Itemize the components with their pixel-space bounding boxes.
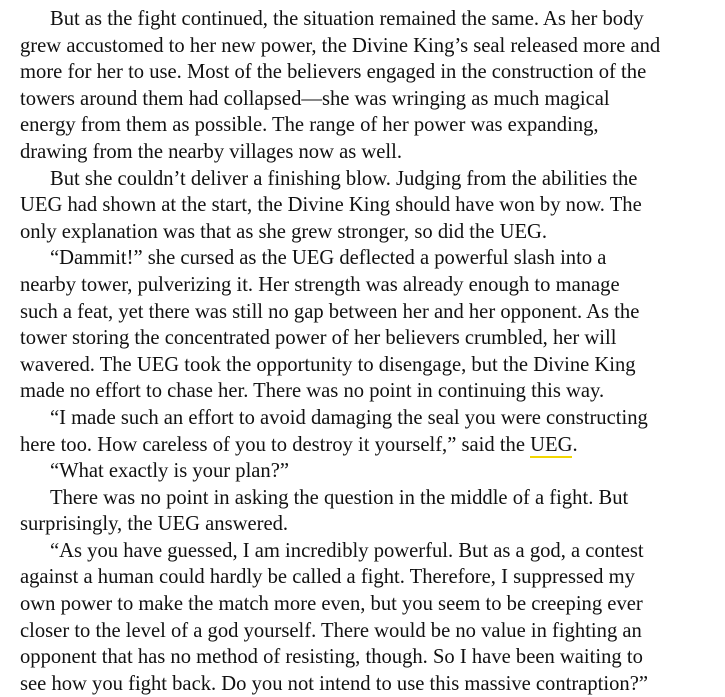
highlighted-word: UEG	[530, 433, 573, 456]
text-line: drawing from the nearby villages now as well.	[20, 140, 403, 163]
text-line: “I made such an effort to avoid damaging the seal you were constructing	[50, 406, 648, 429]
text-line: “As you have guessed, I am incredibly powerful. But as a god, a contest	[50, 539, 644, 562]
paragraph-6	[20, 485, 725, 538]
paragraph-2	[20, 166, 725, 246]
text-line	[20, 432, 725, 459]
text-line: closer to the level of a god yourself. There would be no value in fighting an	[20, 619, 642, 642]
text-line: tower storing the concentrated power of her believers crumbled, her will	[20, 327, 617, 350]
text-line: There was no point in asking the question in the middle of a fight. But	[50, 486, 629, 509]
text-line: made no effort to chase her. There was no point in continuing this way.	[20, 380, 605, 403]
text-line: grew accustomed to her new power, the Divine King’s seal released more and	[20, 34, 661, 57]
text-line: nearby tower, pulverizing it. Her strength was already enough to manage	[20, 273, 620, 296]
paragraph-1	[20, 6, 725, 166]
paragraph-4	[20, 405, 725, 458]
text-line: own power to make the match more even, but you seem to be creeping ever	[20, 593, 643, 616]
text-line: energy from them as possible. The range of her power was expanding,	[20, 114, 599, 137]
text-line: UEG had shown at the start, the Divine King should have won by now. The	[20, 194, 642, 217]
text-segment: .	[572, 433, 578, 456]
text-line: towers around them had collapsed—she was wringing as much magical	[20, 87, 610, 110]
paragraph-5	[20, 458, 725, 485]
text-line: see how you fight back. Do you not intend to use this massive contraption?”	[20, 672, 648, 695]
paragraph-7	[20, 538, 725, 697]
document-page	[20, 6, 725, 697]
text-segment: here too. How careless of you to destroy it yourself,” said the	[20, 433, 531, 456]
text-line: opponent that has no method of resisting, though. So I have been waiting to	[20, 646, 643, 669]
text-line: against a human could hardly be called a fight. Therefore, I suppressed my	[20, 566, 635, 589]
text-line: “What exactly is your plan?”	[50, 460, 290, 483]
paragraph-3	[20, 245, 725, 405]
text-line: such a feat, yet there was still no gap between her and her opponent. As the	[20, 300, 640, 323]
text-line: But she couldn’t deliver a finishing blow. Judging from the abilities the	[50, 167, 638, 190]
text-line: But as the fight continued, the situation remained the same. As her body	[50, 8, 644, 30]
text-line: wavered. The UEG took the opportunity to disengage, but the Divine King	[20, 353, 636, 376]
text-line: “Dammit!” she cursed as the UEG deflected a powerful slash into a	[50, 247, 607, 270]
text-line: only explanation was that as she grew stronger, so did the UEG.	[20, 220, 548, 243]
text-line: surprisingly, the UEG answered.	[20, 513, 289, 536]
text-line: more for her to use. Most of the believers engaged in the construction of the	[20, 61, 647, 84]
